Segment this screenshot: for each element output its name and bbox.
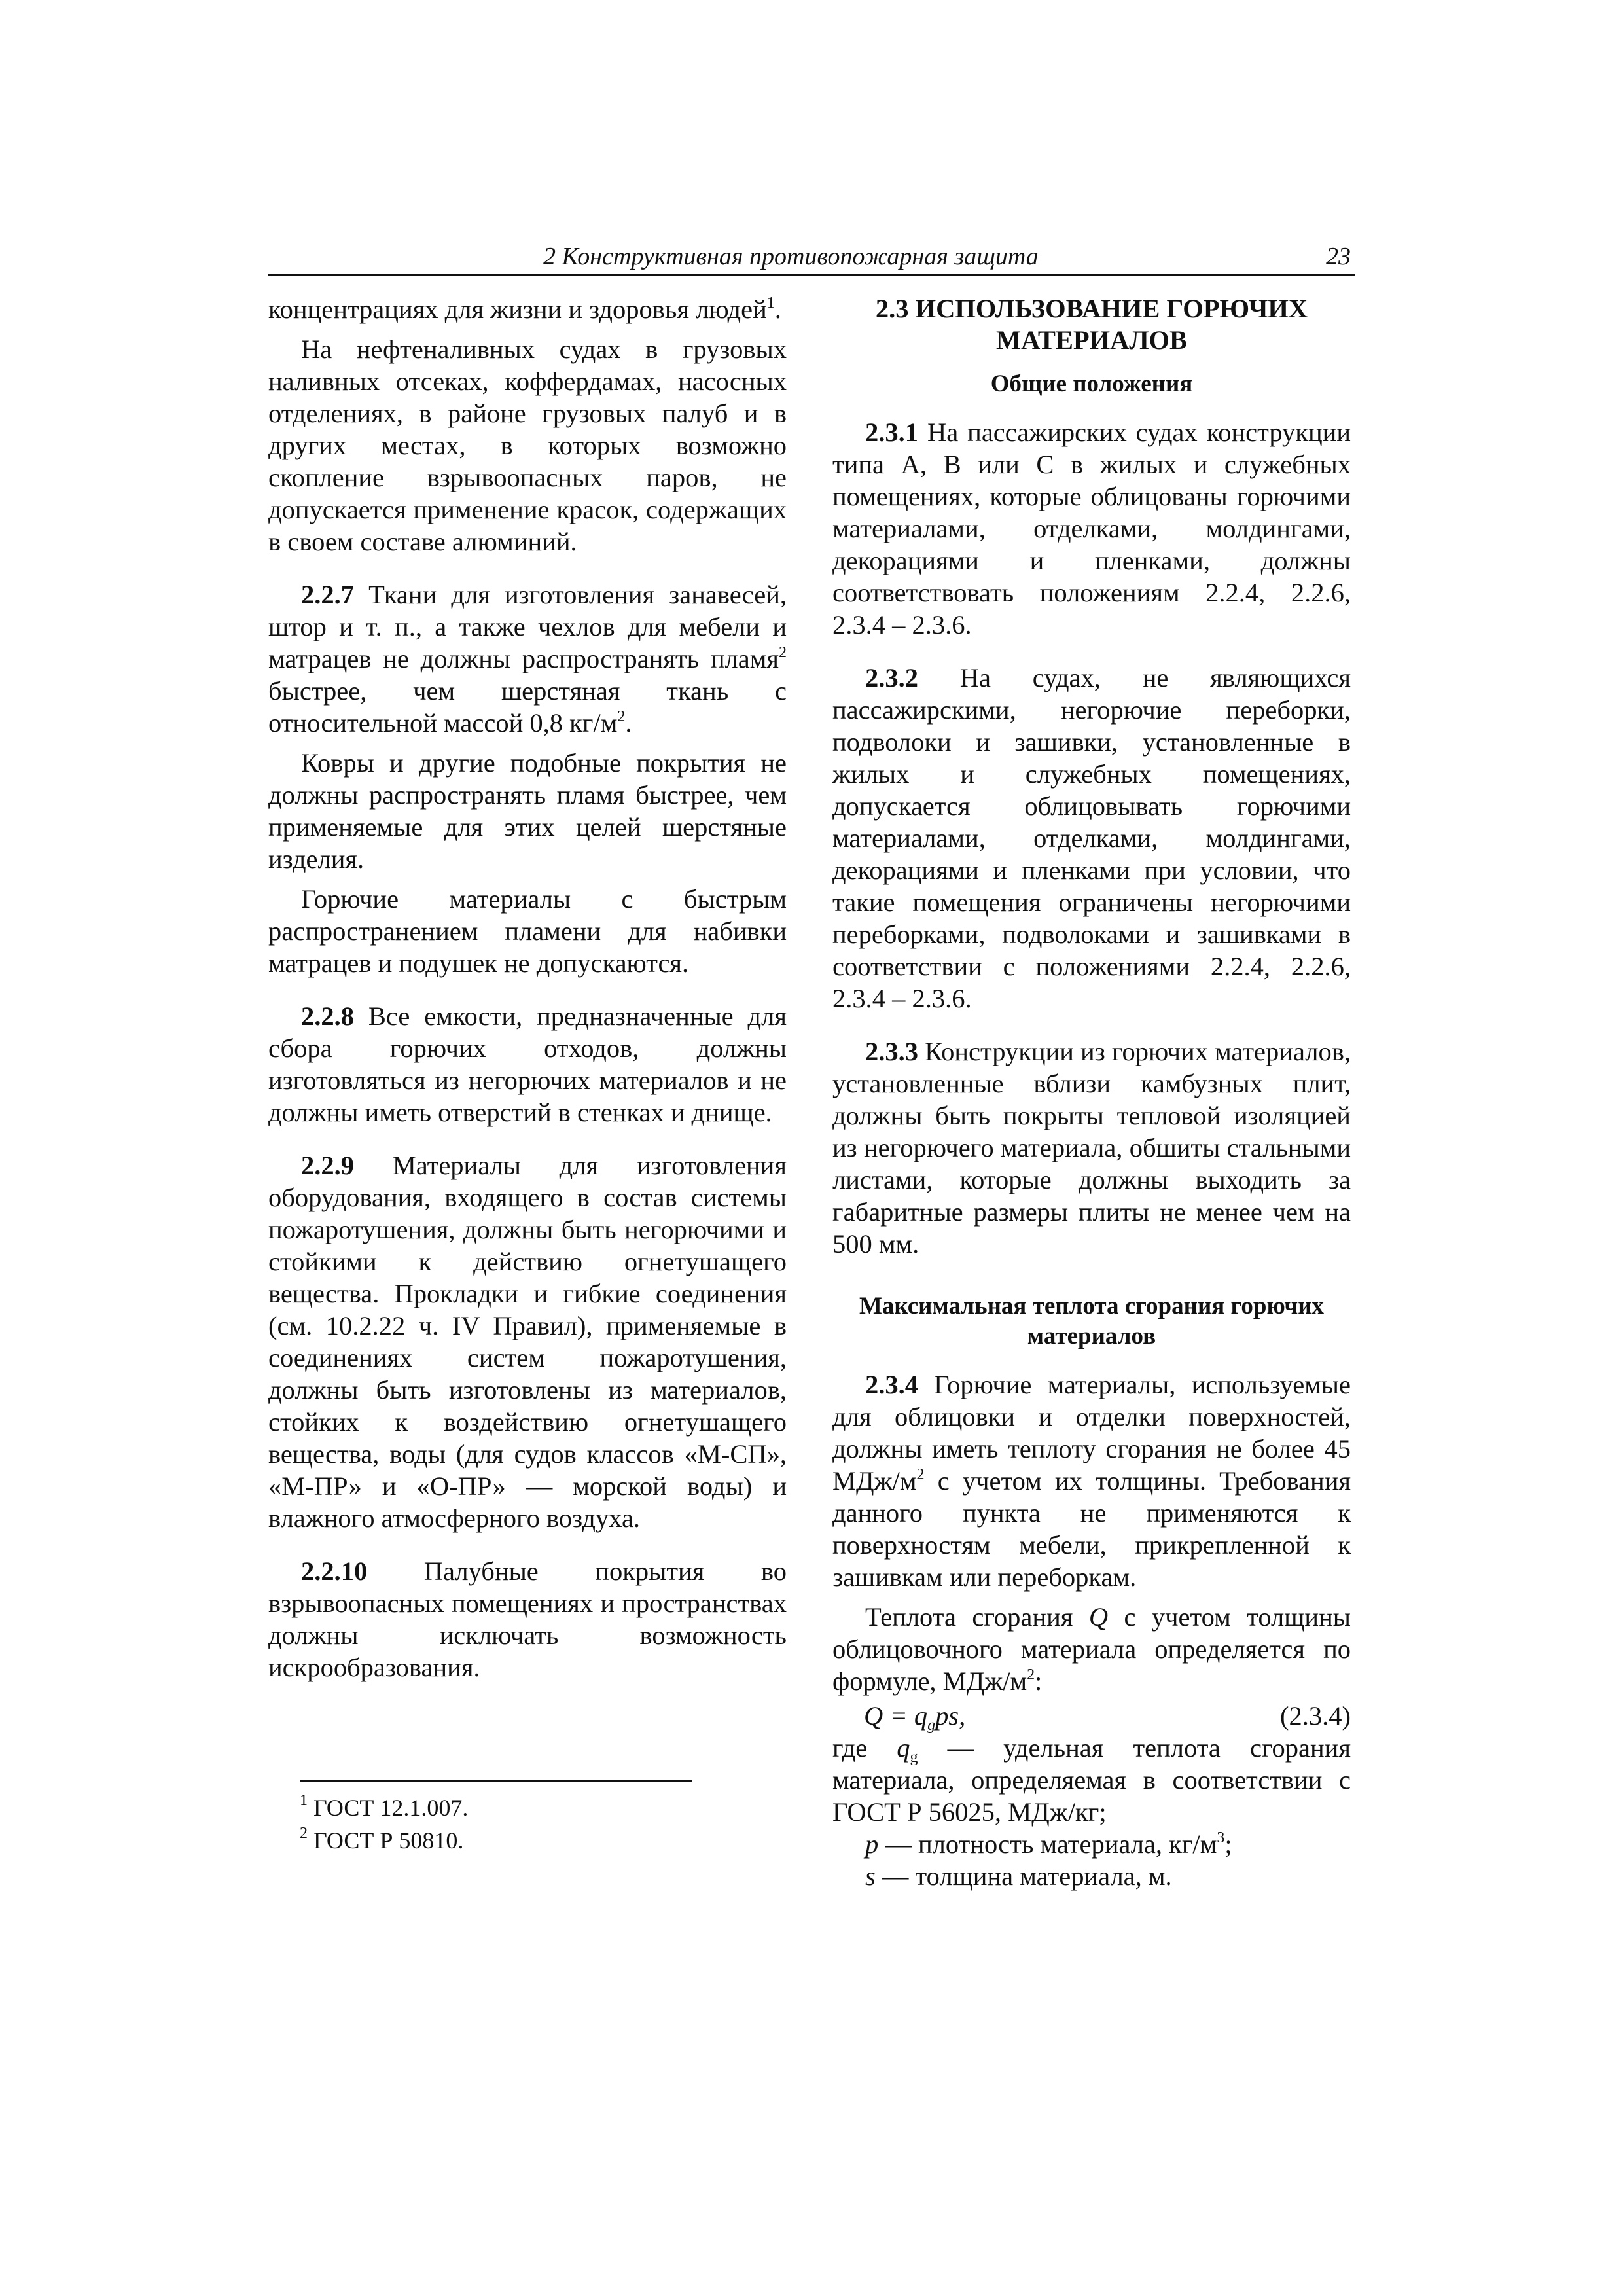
page-number: 23 xyxy=(1326,243,1351,270)
paragraph-tankers: На нефтеналивных судах в грузовых наливных отсеках, коффердамах, насосных отделениях, в районе грузовых палуб и в других местах, в которых возможно скопление взрывоопасных паров, не допускается применение красок, содержащих в своем составе алюминий. xyxy=(268,334,787,556)
formula-where-qg: где $q_g$ — удельная теплота сгорания материала, определяемая в соответствии с ГОСТ Р 56025, МДж/кг; xyxy=(832,1733,1351,1827)
running-title: 2 Конструктивная противопожарная защита xyxy=(543,243,1039,270)
clause-number: 2.3.3 xyxy=(865,1037,918,1066)
clause-number: 2.3.1 xyxy=(865,418,918,447)
subsection-max-heat: Максимальная теплота сгорания горючих материалов xyxy=(859,1293,1325,1350)
paragraph-mattress: Горючие материалы с быстрым распространением пламени для набивки матрацев и подушек не допускаются. xyxy=(268,884,787,978)
formula-where-p: p — плотность материала, $кг/м^3$; xyxy=(865,1829,1232,1859)
footnote-1: $^1$ ГОСТ 12.1.007. xyxy=(300,1792,469,1821)
running-header xyxy=(268,241,1355,276)
clause-number: 2.2.9 xyxy=(301,1151,354,1180)
paragraph-heat-formula-intro: Теплота сгорания Q с учетом толщины облицовочного материала определяется по формуле, МДж/$м^2$: xyxy=(832,1602,1351,1696)
paragraph-continuation: концентрациях для жизни и здоровья людей$^1$. xyxy=(268,295,781,324)
formula-2-3-4: $Q = q_gps$, (2.3.4) xyxy=(864,1701,1351,1734)
paragraph-carpets: Ковры и другие подобные покрытия не должны распространять пламя быстрее, чем применяемые для этих целей шерстяные изделия. xyxy=(268,748,787,874)
clause-number: 2.3.4 xyxy=(865,1370,918,1399)
footnote-ref-1[interactable]: 1 xyxy=(766,295,775,312)
subsection-general: Общие положения xyxy=(990,370,1193,397)
clause-number: 2.3.2 xyxy=(865,663,918,692)
clause-number: 2.2.10 xyxy=(301,1556,368,1586)
formula-number: (2.3.4) xyxy=(1280,1701,1351,1731)
footnote-2: $^2$ ГОСТ Р 50810. xyxy=(300,1825,464,1854)
paragraph-2-3-3: 2.3.3 Конструкции из горючих материалов, установленные вблизи камбузных плит, должны быть покрыты тепловой изоляцией из негорючего материала, обшиты стальными листами, которые должны выходить за габаритные размеры плиты не менее чем на 500 мм. xyxy=(832,1037,1351,1259)
footnote-ref-2[interactable]: 2 xyxy=(779,644,787,661)
paragraph-2-3-4: 2.3.4 Горючие материалы, используемые для облицовки и отделки поверхностей, должны иметь теплоту сгорания не более 45 МДж/$м^2$ с учетом их толщины. Требования данного пункта не применяются к поверхностям мебели, прикрепленной к зашивкам или переборкам. xyxy=(832,1370,1351,1592)
paragraph-2-2-10: 2.2.10 Палубные покрытия во взрывоопасных помещениях и пространствах должны исключать возможность искрообразования. xyxy=(268,1556,787,1682)
footnote-divider xyxy=(300,1780,692,1782)
paragraph-2-3-1: 2.3.1 На пассажирских судах конструкции типа А, В или С в жилых и служебных помещениях, которые облицованы горючими материалами, отделками, молдингами, декорациями и пленками, должны соответствовать положениям 2.2.4, 2.2.6, 2.3.4 – 2.3.6. xyxy=(832,418,1351,639)
right-column xyxy=(832,293,1351,1892)
clause-number: 2.2.8 xyxy=(301,1001,354,1031)
clause-number: 2.2.7 xyxy=(301,580,354,609)
paragraph-2-3-2: 2.3.2 На судах, не являющихся пассажирскими, негорючие переборки, подволоки и зашивки, установленные в жилых и служебных помещениях, допускается облицовывать горючими материалами, отделками, молдингами, декорациями и пленками при условии, что такие помещения ограничены негорючими переборками, подволоками и зашивками в соответствии с положениями 2.2.4, 2.2.6, 2.3.4 – 2.3.6. xyxy=(832,663,1351,1013)
paragraph-2-2-9: 2.2.9 Материалы для изготовления оборудования, входящего в состав системы пожаротушения, должны быть негорючими и стойкими к действию огнетушащего вещества. Прокладки и гибкие соединения (см. 10.2.22 ч. IV Правил), применяемые в соединениях систем пожаротушения, должны быть изготовлены из материалов, стойких к воздействию огнетушащего вещества, воды (для судов классов «М-СП», «М-ПР» и «О-ПР» — морской воды) и влажного атмосферного воздуха. xyxy=(268,1151,787,1533)
left-column xyxy=(268,293,787,1683)
paragraph-2-2-7: 2.2.7 Ткани для изготовления занавесей, штор и т. п., а также чехлов для мебели и матрацев не должны распространять пламя$^2$ быстрее, чем шерстяная ткань с относительной массой 0,8 $кг/м^2$. xyxy=(268,580,787,738)
formula-where-s: s — толщина материала, м. xyxy=(865,1861,1172,1891)
section-title: 2.3 ИСПОЛЬЗОВАНИЕ ГОРЮЧИХ МАТЕРИАЛОВ xyxy=(875,294,1308,355)
paragraph-2-2-8: 2.2.8 Все емкости, предназначенные для сбора горючих отходов, должны изготовляться из негорючих материалов и не должны иметь отверстий в стенках и днище. xyxy=(268,1001,787,1127)
